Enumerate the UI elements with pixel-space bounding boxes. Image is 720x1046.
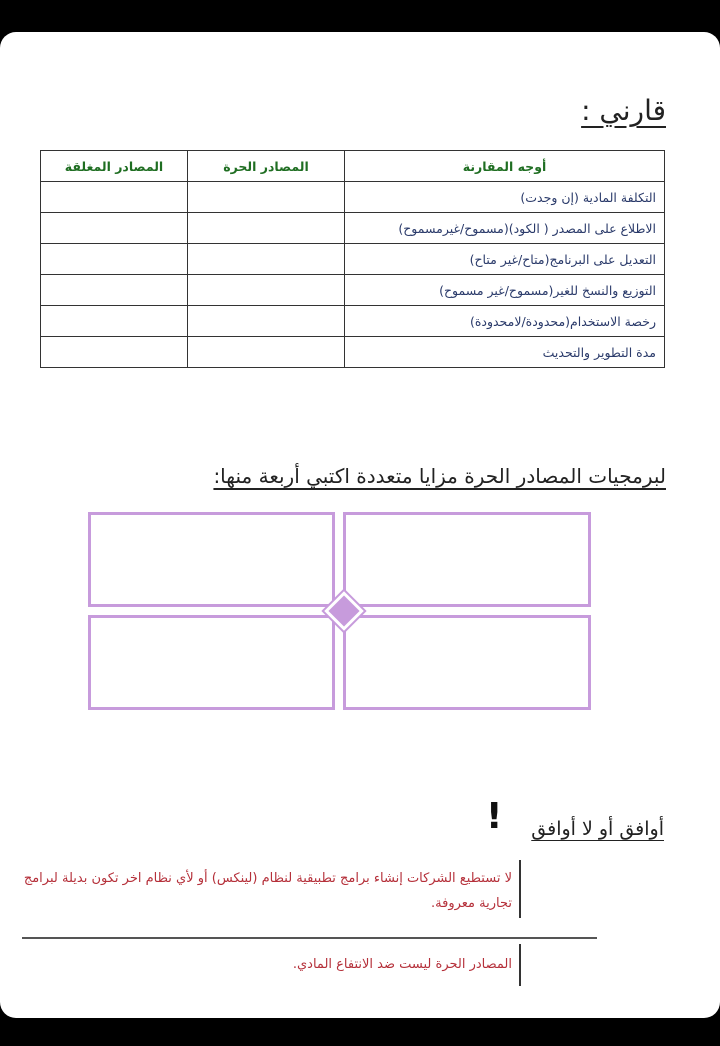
criteria-cell: مدة التطوير والتحديث <box>345 337 665 368</box>
criteria-cell: التعديل على البرنامج(متاح/غير متاح) <box>345 244 665 275</box>
criteria-cell: التوزيع والنسخ للغير(مسموح/غير مسموح) <box>345 275 665 306</box>
answer-divider-line <box>519 944 521 986</box>
closed-source-answer-cell[interactable] <box>41 275 188 306</box>
criteria-cell: الاطلاع على المصدر ( الكود)(مسموح/غيرمسموح) <box>345 213 665 244</box>
table-row <box>41 306 665 337</box>
advantage-box-bottom-left[interactable] <box>88 615 335 710</box>
closed-source-answer-cell[interactable] <box>41 306 188 337</box>
table-row <box>41 213 665 244</box>
worksheet-page <box>0 32 720 1018</box>
open-source-answer-cell[interactable] <box>188 337 345 368</box>
advantage-box-top-left[interactable] <box>88 512 335 607</box>
open-source-answer-cell[interactable] <box>188 182 345 213</box>
advantages-title: لبرمجيات المصادر الحرة مزايا متعددة اكتبي أربعة منها: <box>213 464 666 488</box>
exclamation-icon: ! <box>486 796 503 837</box>
section-divider <box>22 937 597 939</box>
closed-source-answer-cell[interactable] <box>41 244 188 275</box>
open-source-answer-cell[interactable] <box>188 244 345 275</box>
header-open-source: المصادر الحرة <box>188 151 345 182</box>
statement-1: لا تستطيع الشركات إنشاء برامج تطبيقية لنظام (لينكس) أو لأي نظام اخر تكون بديلة لبرامج تجارية معروفة. <box>23 871 512 911</box>
closed-source-answer-cell[interactable] <box>41 182 188 213</box>
answer-divider-line <box>519 860 521 918</box>
comparison-table <box>40 150 665 368</box>
advantage-box-bottom-right[interactable] <box>343 615 591 710</box>
header-closed-source: المصادر المغلقة <box>41 151 188 182</box>
table-row <box>41 337 665 368</box>
statement-2: المصادر الحرة ليست ضد الانتفاع المادي. <box>292 957 512 972</box>
criteria-cell: رخصة الاستخدام(محدودة/لامحدودة) <box>345 306 665 337</box>
table-row <box>41 244 665 275</box>
open-source-answer-cell[interactable] <box>188 213 345 244</box>
compare-title: قارني : <box>581 94 666 127</box>
table-row <box>41 275 665 306</box>
header-criteria: أوجه المقارنة <box>345 151 665 182</box>
closed-source-answer-cell[interactable] <box>41 337 188 368</box>
open-source-answer-cell[interactable] <box>188 306 345 337</box>
closed-source-answer-cell[interactable] <box>41 213 188 244</box>
open-source-answer-cell[interactable] <box>188 275 345 306</box>
table-row <box>41 182 665 213</box>
agree-title: أوافق أو لا أوافق <box>531 818 664 840</box>
criteria-cell: التكلفة المادية (إن وجدت) <box>345 182 665 213</box>
advantage-box-top-right[interactable] <box>343 512 591 607</box>
